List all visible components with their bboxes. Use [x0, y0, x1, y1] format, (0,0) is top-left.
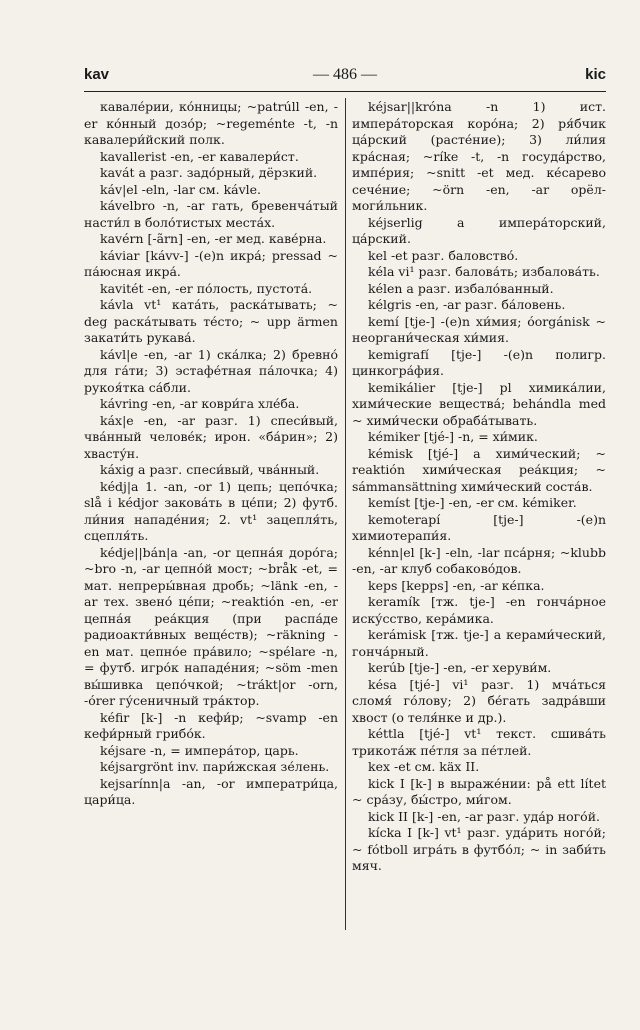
dictionary-entry: kéfir [k-] -n кефи́р; ~svamp -en кефи́рный грибо́к. [84, 709, 338, 741]
dictionary-entry: kel -et разг. баловство́. [368, 247, 519, 263]
left-column [84, 99, 338, 809]
header-right-guide-word: kic [585, 66, 606, 83]
dictionary-entry: káx|e -en, -ar разг. 1) спеси́вый, чва́нный челове́к; ирон. «ба́рин»; 2) хвасту́н. [84, 412, 338, 461]
dictionary-entry: kemoterapí [tje-] -(e)n химиотерапи́я. [352, 511, 606, 543]
dictionary-entry: kavitét -en, -er по́лость, пустота́. [100, 280, 313, 296]
dictionary-entry: kémiker [tjé-] -n, = хи́мик. [368, 429, 538, 444]
dictionary-entry: kéjserlig a импера́торский, ца́рский. [352, 214, 606, 246]
dictionary-entry: kerúb [tje-] -en, -er херуви́м. [368, 660, 552, 675]
right-column [352, 99, 606, 875]
dictionary-entry: késa [tjé-] vi¹ разг. 1) мча́ться сломя́ го́лову; 2) бе́гать задра́вши хвост (о теля́нке и др.). [352, 676, 606, 725]
dictionary-entry: kemíst [tje-] -en, -er см. kémiker. [368, 495, 577, 510]
dictionary-entry: kavérn [-ãrn] -en, -er мед. каве́рна. [100, 231, 327, 246]
dictionary-entry: kavallerist -en, -er кавалери́ст. [100, 148, 299, 164]
page-header [84, 66, 606, 86]
dictionary-entry: kemikálier [tje-] pl химика́лии, хими́ческие вещества́; behándla med ~ хими́чески обраба́тывать. [352, 379, 606, 428]
dictionary-entry: kélgris -en, -ar разг. ба́ловень. [368, 297, 566, 312]
dictionary-entry: káv|el -eln, -lar см. kávle. [100, 181, 262, 197]
header-left-guide-word: kav [84, 66, 110, 83]
dictionary-entry: kávring -en, -ar коври́га хле́ба. [100, 396, 300, 411]
dictionary-entry: keps [kepps] -en, -ar ке́пка. [368, 577, 545, 593]
dictionary-entry: kick II [k-] -en, -ar разг. уда́р ного́й. [368, 808, 601, 824]
dictionary-entry: kícka I [k-] vt¹ разг. уда́рить ного́й; ~ fótboll игра́ть в футбо́л; ~ in заби́ть мяч. [352, 825, 606, 873]
dictionary-entry: kédj|a 1. -an, -or 1) цепь; цепо́чка; slå i kédjor закова́ть в це́пи; 2) футб. ли́ния нападе́ния; 2. vt¹ зацепля́ть, сцепля́ть. [84, 478, 338, 543]
dictionary-entry: kávl|e -en, -ar 1) ска́лка; 2) бревно́ для га́ти; 3) эстафе́тная па́лочка; 4) рукоя́тка са́бли. [84, 346, 338, 395]
header-rule [84, 91, 606, 92]
dictionary-entry: kélen a разг. избало́ванный. [368, 280, 554, 296]
dictionary-entry: káviar [kávv-] -(e)n икра́; pressad ~ па́юсная икра́. [84, 247, 338, 279]
dictionary-entry: káxig a разг. спеси́вый, чва́нный. [100, 462, 320, 477]
dictionary-entry: kéjsar||króna -n 1) ист. импера́торская коро́на; 2) ря́бчик ца́рский (расте́ние); 3) ли́лия кра́сная; ~ríke -t, -n госуда́рство, импе́рия; ~snitt -et мед. ке́сарево сече́ние; ~örn -en, -ar орёл-моги́льник. [352, 99, 606, 213]
dictionary-entry: kéjsargrönt inv. пари́жская зе́лень. [100, 759, 330, 774]
column-divider [345, 98, 346, 930]
dictionary-entry: kavát a разг. задо́рный, дёрзкий. [100, 165, 318, 180]
dictionary-entry: kémisk [tjé-] a хими́ческий; ~ reaktión хими́ческая реа́кция; ~ sámmansättning хими́ческий соста́в. [352, 445, 606, 494]
dictionary-entry: kex -et см. käx II. [368, 759, 480, 774]
dictionary-entry: kerámisk [тж. tje-] a керами́ческий, гонча́рный. [352, 627, 606, 659]
dictionary-entry: kávla vt¹ ката́ть, раска́тывать; ~ deg раска́тывать те́сто; ~ upp ärmen закати́ть рукава́. [84, 297, 338, 345]
dictionary-entry: kénn|el [k-] -eln, -lar пса́рня; ~klubb -en, -ar клуб собаково́дов. [352, 544, 606, 576]
dictionary-entry: kéla vi¹ разг. балова́ть; избалова́ть. [368, 264, 600, 279]
dictionary-entry: kemigrafí [tje-] -(e)n полигр. цинкогра́фия. [352, 346, 606, 378]
dictionary-entry: keramík [тж. tje-] -en гонча́рное иску́сство, кера́мика. [352, 594, 606, 626]
dictionary-entry: kédje||bán|a -an, -or цепна́я доро́га; ~bro -n, -ar цепно́й мост; ~bråk -et, = мат. непреры́вная дробь; ~länk -en, -ar тех. звено́ це́пи; ~reaktión -en, -er цепна́я реа́кция (при распа́де радиоакти́вных веще́ств); ~räkning -en мат. цепно́е пра́вило; ~spélare -n, = футб. игро́к нападе́ния; ~söm -men вы́шивка цепо́чкой; ~trákt|or -orn, -órer гу́сеничный тра́ктор. [84, 544, 338, 708]
dictionary-entry: kick I [k-] в выраже́нии: på ett lítet ~ сра́зу, бы́стро, ми́гом. [352, 775, 606, 807]
page-number: — 486 — [313, 66, 377, 83]
dictionary-entry: kéttla [tjé-] vt¹ текст. сшива́ть трикота́ж пе́тля за пе́тлей. [352, 726, 606, 758]
dictionary-entry: kávelbro -n, -ar гать, бревенча́тый насти́л в боло́тистых места́х. [84, 198, 338, 230]
dictionary-entry: кавале́рии, ко́нницы; ~patrúll -en, -er ко́нный дозо́р; ~regeménte -t, -n кавалери́йский полк. [84, 99, 338, 147]
dictionary-entry: kéjsare -n, = импера́тор, царь. [100, 742, 299, 758]
dictionary-entry: kemí [tje-] -(e)n хи́мия; óorgánisk ~ неоргани́ческая хи́мия. [352, 313, 606, 345]
dictionary-entry: kejsarínn|a -an, -or императри́ца, цари́ца. [84, 775, 338, 807]
